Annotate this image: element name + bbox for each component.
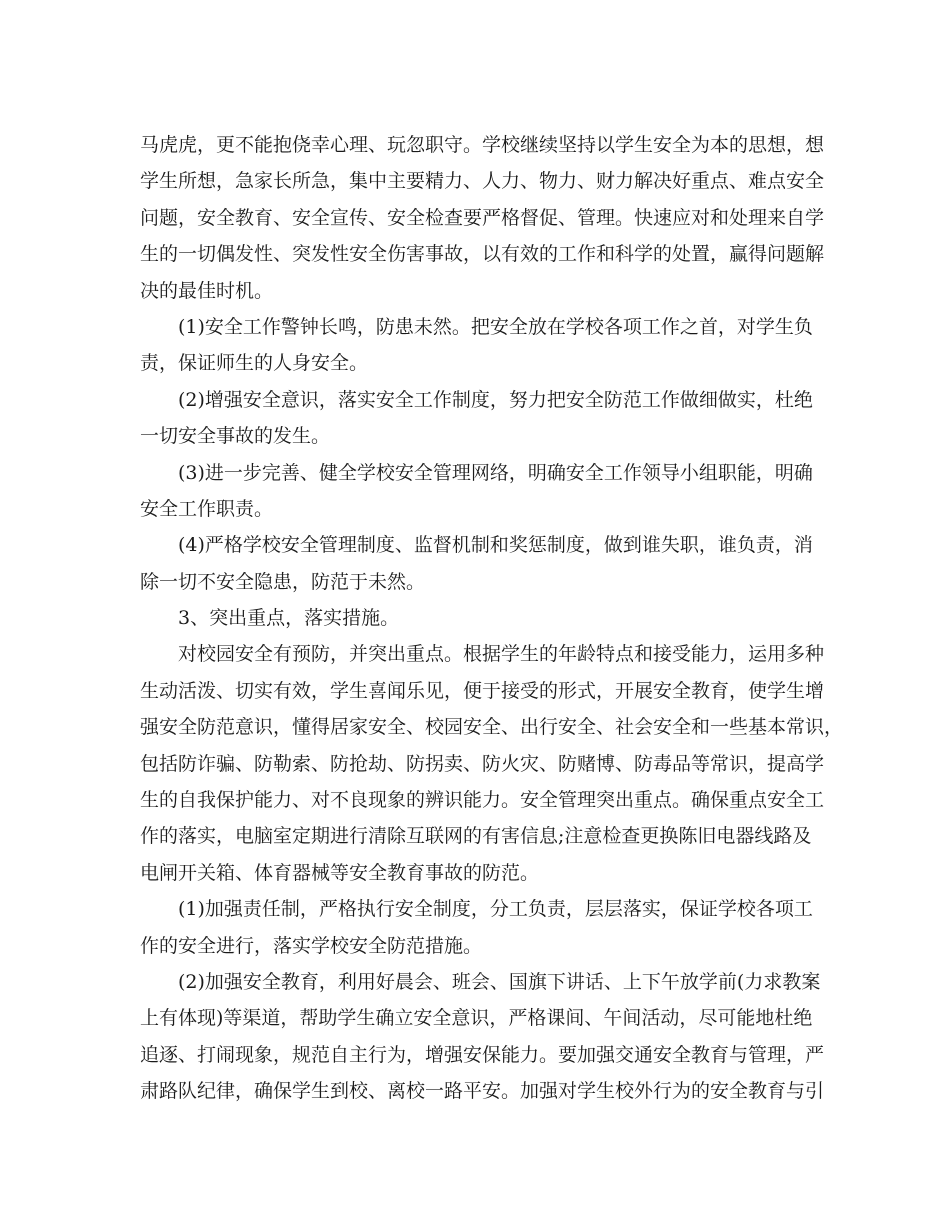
text-line: 对校园安全有预防，并突出重点。根据学生的年龄特点和接受能力，运用多种 — [178, 643, 825, 666]
text-line: (1)安全工作警钟长鸣，防患未然。把安全放在学校各项工作之首，对学生负 — [178, 315, 813, 338]
text-line: (4)严格学校安全管理制度、监督机制和奖惩制度，做到谁失职，谁负责，消 — [178, 534, 813, 557]
text-line: 责，保证师生的人身安全。 — [140, 352, 369, 375]
text-line: 肃路队纪律，确保学生到校、离校一路平安。加强对学生校外行为的安全教育与引 — [140, 1080, 825, 1103]
text-line: 3、突出重点，落实措施。 — [178, 607, 400, 630]
text-line: 除一切不安全隐患，防范于未然。 — [140, 570, 426, 593]
text-line: 电闸开关箱、体育器械等安全教育事故的防范。 — [140, 861, 540, 884]
text-line: 生的一切偶发性、突发性安全伤害事故，以有效的工作和科学的处置，赢得问题解 — [140, 243, 825, 266]
text-line: 包括防诈骗、防勒索、防抢劫、防拐卖、防火灾、防赌博、防毒品等常识，提高学 — [140, 752, 825, 775]
text-line: 一切安全事故的发生。 — [140, 425, 331, 448]
text-line: 追逐、打闹现象，规范自主行为，增强安保能力。要加强交通安全教育与管理，严 — [140, 1043, 825, 1066]
text-line: 生的自我保护能力、对不良现象的辨识能力。安全管理突出重点。确保重点安全工 — [140, 789, 825, 812]
text-line: (1)加强责任制，严格执行安全制度，分工负责，层层落实，保证学校各项工 — [178, 898, 813, 921]
text-line: 问题，安全教育、安全宣传、安全检查要严格督促、管理。快速应对和处理来自学 — [140, 206, 825, 229]
text-line: 学生所想，急家长所急，集中主要精力、人力、物力、财力解决好重点、难点安全 — [140, 170, 825, 193]
text-line: 作的落实，电脑室定期进行清除互联网的有害信息;注意检查更换陈旧电器线路及 — [140, 825, 812, 848]
text-line: (2)加强安全教育，利用好晨会、班会、国旗下讲话、上下午放学前(力求教案 — [178, 970, 821, 993]
text-line: 作的安全进行，落实学校安全防范措施。 — [140, 934, 483, 957]
text-line: 上有体现)等渠道，帮助学生确立安全意识，严格课间、午间活动，尽可能地杜绝 — [140, 1007, 813, 1030]
document-body — [140, 127, 844, 1110]
text-line: 马虎虎，更不能抱侥幸心理、玩忽职守。学校继续坚持以学生安全为本的思想，想 — [140, 134, 825, 156]
text-line: (3)进一步完善、健全学校安全管理网络，明确安全工作领导小组职能，明确 — [178, 461, 813, 484]
text-line: (2)增强安全意识，落实安全工作制度，努力把安全防范工作做细做实，杜绝 — [178, 388, 813, 411]
text-line: 强安全防范意识，懂得居家安全、校园安全、出行安全、社会安全和一些基本常识， — [140, 716, 844, 739]
text-line: 生动活泼、切实有效，学生喜闻乐见，便于接受的形式，开展安全教育，使学生增 — [140, 679, 825, 702]
text-line: 决的最佳时机。 — [140, 279, 274, 302]
text-line: 安全工作职责。 — [140, 497, 274, 520]
